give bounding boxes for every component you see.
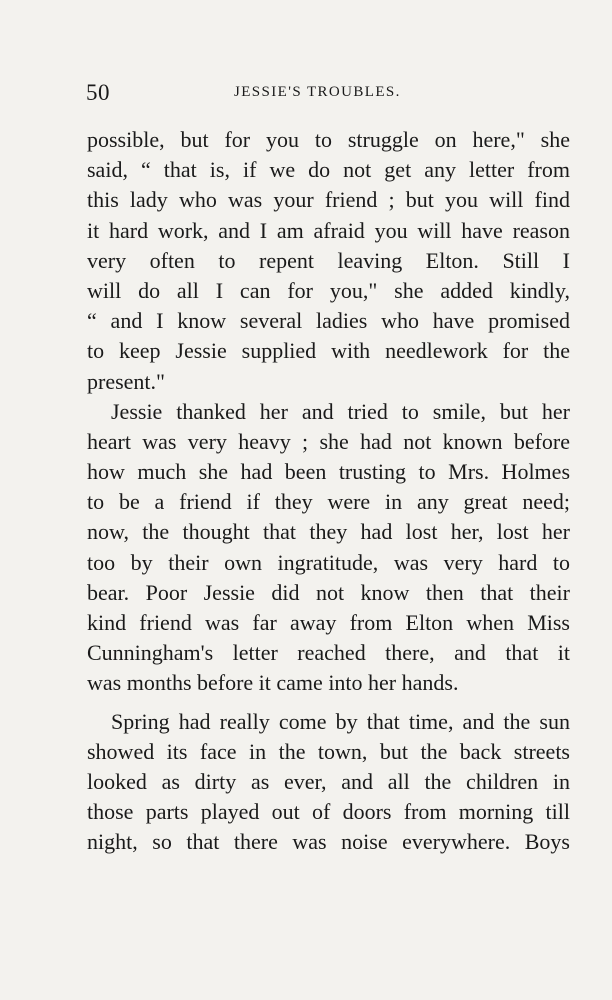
text-line: looked as dirty as ever, and all the children in	[87, 768, 570, 794]
text-line: said, “ that is, if we do not get any letter from	[87, 157, 570, 183]
text-line: possible, but for you to struggle on here," she	[87, 127, 570, 152]
text-line: night, so that there was noise everywhere. Boys	[87, 829, 570, 855]
text-line: very often to repent leaving Elton. Still I	[87, 247, 570, 273]
text-line: kind friend was far away from Elton when Miss	[87, 610, 570, 635]
text-line: Cunningham's letter reached there, and that it	[87, 640, 570, 666]
text-line: will do all I can for you," she added kindly,	[87, 277, 570, 303]
text-line: Jessie thanked her and tried to smile, but her	[111, 398, 570, 424]
text-line: “ and I know several ladies who have promised	[87, 308, 570, 334]
text-line: to be a friend if they were in any great need;	[87, 489, 570, 515]
page-number: 50	[86, 80, 110, 105]
text-line: how much she had been trusting to Mrs. Holmes	[87, 459, 570, 485]
running-head	[86, 80, 570, 110]
text-line: it hard work, and I am afraid you will have reason	[87, 217, 570, 243]
text-line: present."	[87, 368, 166, 394]
text-line: was months before it came into her hands.	[87, 670, 459, 696]
body-text	[87, 125, 570, 858]
text-line: bear. Poor Jessie did not know then that their	[87, 579, 570, 605]
text-line: to keep Jessie supplied with needlework for the	[87, 338, 570, 364]
text-line: heart was very heavy ; she had not known before	[87, 428, 570, 454]
text-line: those parts played out of doors from morning till	[87, 799, 570, 825]
running-title: JESSIE'S TROUBLES.	[234, 84, 401, 100]
text-line: Spring had really come by that time, and the sun	[111, 708, 570, 734]
text-line: showed its face in the town, but the back streets	[87, 738, 570, 764]
text-line: this lady who was your friend ; but you will find	[87, 187, 570, 213]
text-line: too by their own ingratitude, was very hard to	[87, 549, 570, 575]
paragraph-gap	[87, 699, 570, 707]
text-line: now, the thought that they had lost her, lost her	[87, 519, 570, 545]
